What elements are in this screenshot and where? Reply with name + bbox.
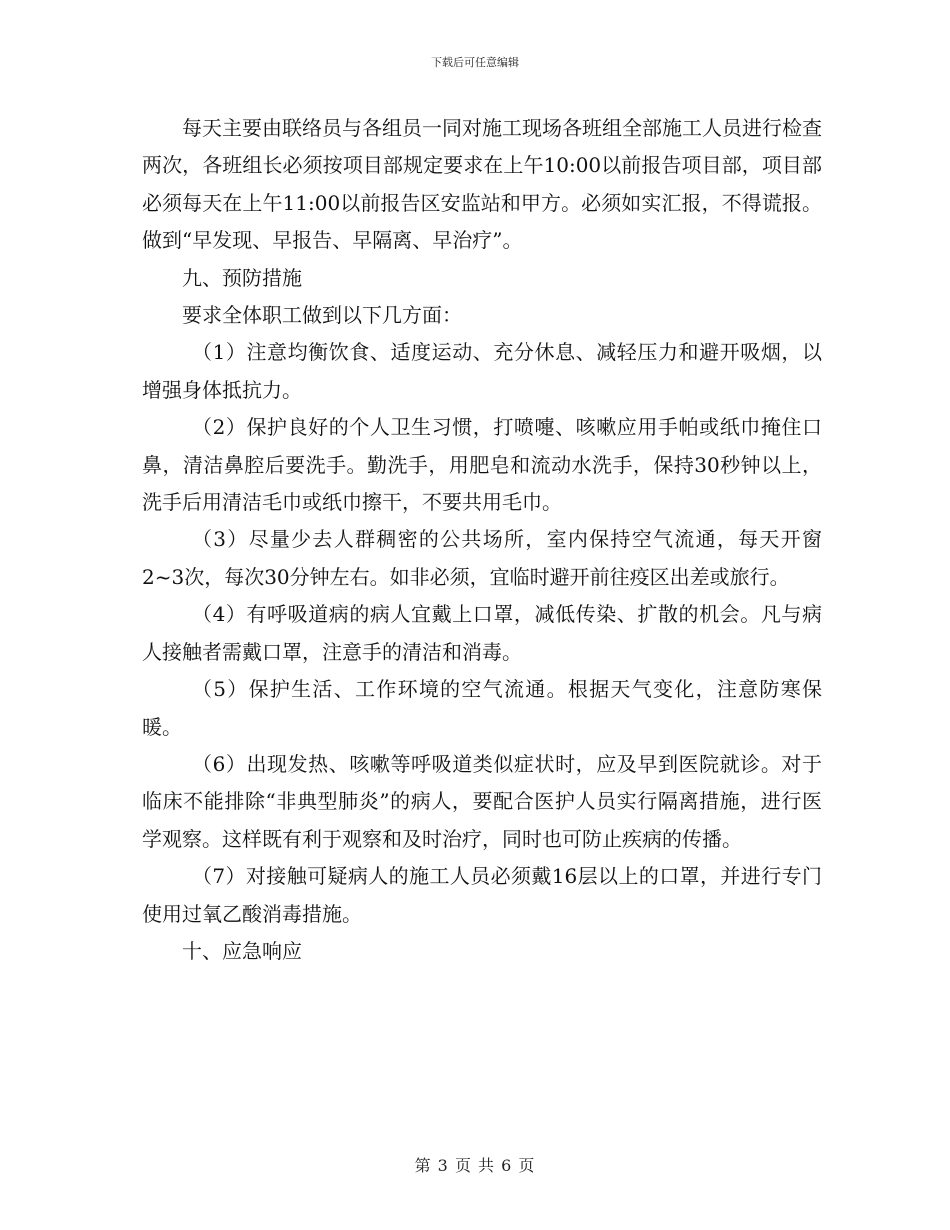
document-body (142, 110, 822, 970)
list-item: （2）保护良好的个人卫生习惯，打喷嚏、咳嗽应用手帕或纸巾掩住口鼻，清洁鼻腔后要洗手。勤洗手，用肥皂和流动水洗手，保持30秒钟以上，洗手后用清洁毛巾或纸巾擦干，不要共用毛巾。 (142, 415, 822, 515)
section-heading-emergency: 十、应急响应 (182, 938, 302, 963)
section-heading-prevention: 九、预防措施 (182, 265, 302, 290)
list-item: （7）对接触可疑病人的施工人员必须戴16层以上的口罩，并进行专门使用过氧乙酸消毒措施。 (142, 864, 822, 926)
list-item: （1）注意均衡饮食、适度运动、充分休息、减轻压力和避开吸烟，以增强身体抵抗力。 (142, 340, 822, 402)
page-footer: 第 3 页 共 6 页 (414, 1156, 536, 1175)
list-item: （4）有呼吸道病的病人宜戴上口罩，减低传染、扩散的机会。凡与病人接触者需戴口罩，注意手的清洁和消毒。 (142, 602, 822, 664)
paragraph-intro: 要求全体职工做到以下几方面： (182, 303, 462, 328)
list-item: （3）尽量少去人群稠密的公共场所，室内保持空气流通，每天开窗2~3次，每次30分钟左右。如非必须，宜临时避开前往疫区出差或旅行。 (142, 527, 822, 589)
page-header: 下载后可任意编辑 (431, 56, 519, 69)
list-item: （6）出现发热、咳嗽等呼吸道类似症状时，应及早到医院就诊。对于临床不能排除“非典型肺炎”的病人，要配合医护人员实行隔离措施，进行医学观察。这样既有利于观察和及时治疗，同时也可防止疾病的传播。 (142, 751, 822, 851)
paragraph-inspection: 每天主要由联络员与各组员一同对施工现场各班组全部施工人员进行检查两次，各班组长必须按项目部规定要求在上午10:00以前报告项目部，项目部必须每天在上午11:00以前报告区安监站和甲方。必须如实汇报，不得谎报。做到“早发现、早报告、早隔离、早治疗”。 (142, 116, 822, 253)
list-item: （5）保护生活、工作环境的空气流通。根据天气变化，注意防寒保暖。 (142, 677, 822, 739)
